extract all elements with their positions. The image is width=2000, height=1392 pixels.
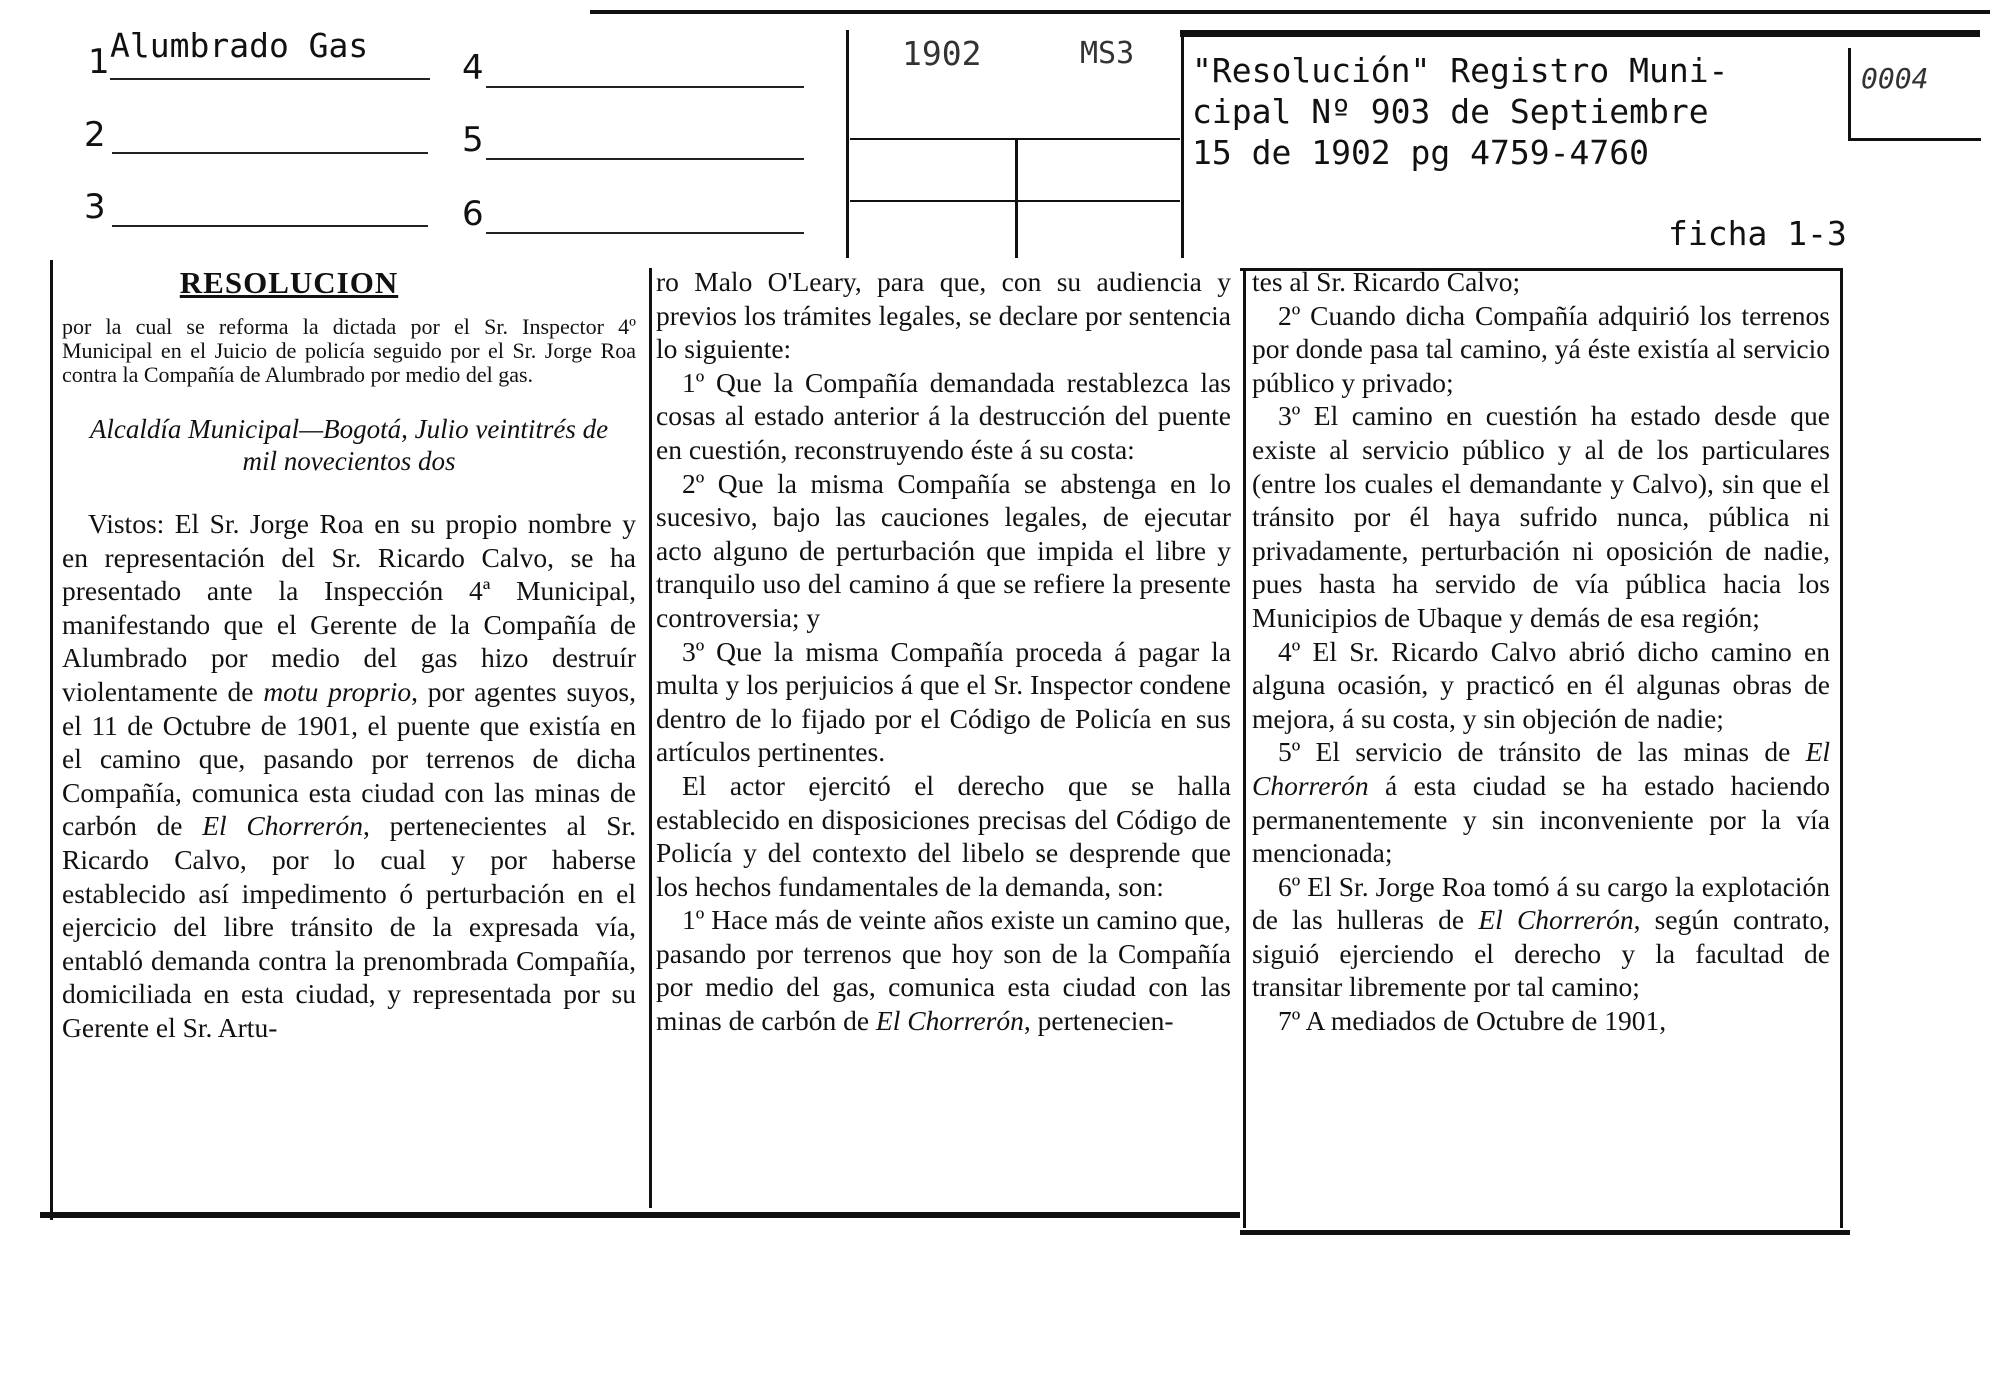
chorreron-text-4: El Chorrerón: [1478, 904, 1634, 936]
field-line-1: [110, 78, 430, 80]
box-h-rule-1: [850, 138, 1180, 140]
citation-line-3: 15 de 1902 pg 4759-4760: [1192, 133, 1649, 172]
archive-stamp: [1848, 48, 1981, 141]
field-value-1: Alumbrado Gas: [110, 26, 369, 65]
paragraph-vistos: [62, 507, 636, 1045]
col3-paragraph-7: 7º A mediados de Octubre de 1901,: [1278, 1005, 1667, 1037]
article-column-1: [62, 265, 636, 1045]
box-mid-rule: [1015, 140, 1018, 258]
article-column-3: [1252, 265, 1830, 1038]
box-h-rule-2: [850, 200, 1180, 202]
paragraph-vistos-text: Vistos: El Sr. Jorge Roa en su propio nombre y en representación del Sr. Ricardo Calvo, se ha presentado ante la Inspección 4ª Municipal, manifestando que el Gerente de la Compañía de Alumbrado por medio del gas hizo destruír violentamente de: [62, 508, 636, 707]
col3-paragraph-5-text: 5º El servicio de tránsito de las minas de: [1278, 736, 1791, 768]
top-border-rule-right: [1180, 30, 1980, 37]
col3-paragraph-6: [1252, 870, 1830, 1004]
column-divider-1: [649, 268, 652, 1208]
col3-paragraph-5-text-b: á esta ciudad se ha estado haciendo permanentemente y sin inconveniente por la vía mencionada;: [1252, 769, 1830, 869]
field-number-2: 2: [84, 115, 106, 155]
clipping-bottom-rule-right: [1240, 1230, 1850, 1235]
field-line-4: [486, 86, 804, 88]
col3-paragraph-6-text-b: , según contrato, siguió ejerciendo el derecho y la facultad de transitar libremente por tal camino;: [1252, 904, 1830, 1003]
field-number-4: 4: [462, 48, 484, 88]
top-border-rule: [590, 10, 1990, 14]
field-line-3: [112, 225, 428, 227]
col3-paragraph-2: 2º Cuando dicha Compañía adquirió los terrenos por donde pasa tal camino, yá éste existía al servicio público y privado;: [1252, 299, 1830, 398]
col3-paragraph-6-text: 6º El Sr. Jorge Roa tomó á su cargo la explotación de las hulleras de: [1252, 870, 1830, 936]
chorreron-text-2: El Chorrerón: [875, 1005, 1024, 1037]
clipping-bottom-rule: [40, 1212, 1240, 1218]
paragraph-vistos-text-c: , pertenecientes al Sr. Ricardo Calvo, por lo cual y por haberse establecido así impedimento ó perturbación en el ejercicio del libre tránsito de la expresada vía, entabló demanda contra la prenombrada Compañía, domiciliada en esta ciudad, y representada por su Gerente el Sr. Artu-: [62, 810, 636, 1043]
col3-paragraph-4: 4º El Sr. Ricardo Calvo abrió dicho camino en alguna ocasión, y practicó en él algunas obras de mejora, á su costa, y sin objeción de nadie;: [1252, 635, 1830, 734]
clipping-right-rule: [1840, 268, 1843, 1228]
field-line-5: [486, 158, 804, 160]
citation-line-1: "Resolución" Registro Muni-: [1192, 51, 1729, 90]
col2-paragraph-5: El actor ejercitó el derecho que se halla establecido en disposiciones precisas del Código de Policía y del contexto del libelo se desprende que los hechos fundamentales de la demanda, son:: [656, 769, 1231, 902]
ficha-label: ficha 1-3: [1668, 214, 1847, 253]
citation-line-2: cipal Nº 903 de Septiembre: [1192, 92, 1709, 131]
box-right-rule: [1181, 30, 1184, 258]
col2-paragraph-6-text: 1º Hace más de veinte años existe un camino que, pasando por terrenos que hoy son de la Compañía por medio del gas, comunica esta ciudad con las minas de carbón de: [656, 904, 1231, 1037]
code-text: MS3: [1080, 36, 1135, 71]
article-dateline: Alcaldía Municipal—Bogotá, Julio veintitrés de mil novecientos dos: [89, 414, 609, 476]
year-text: 1902: [902, 34, 982, 73]
col3-paragraph-3: 3º El camino en cuestión ha estado desde que existe al servicio público y al de los particulares (entre los cuales el demandante y Calvo), sin que el tránsito por él haya sufrido nunca, pública ni privadamente, perturbación ni oposición de nadie, pues hasta ha servido de vía pública hacia los Municipios de Ubaque y demás de esa región;: [1252, 400, 1830, 633]
field-line-2: [112, 152, 428, 154]
box-left-rule: [846, 30, 849, 258]
col3-paragraph-5: [1252, 735, 1830, 869]
col3-paragraph-1: tes al Sr. Ricardo Calvo;: [1252, 266, 1521, 297]
field-number-1: 1: [88, 42, 110, 82]
col2-paragraph-6-text-b: , pertenecien-: [1023, 1005, 1174, 1037]
column-divider-2: [1243, 268, 1246, 1228]
citation-block: [1192, 50, 1852, 173]
field-line-6: [486, 232, 804, 234]
field-number-5: 5: [462, 120, 484, 160]
chorreron-text-1: El Chorrerón: [202, 810, 364, 842]
col2-paragraph-2: 1º Que la Compañía demandada restablezca las cosas al estado anterior á la destrucción del puente en cuestión, reconstruyendo éste á su costa:: [656, 366, 1231, 465]
chorreron-text-3: El Chorrerón: [1252, 736, 1831, 801]
col2-paragraph-1: ro Malo O'Leary, para que, con su audiencia y previos los trámites legales, se declare por sentencia lo siguiente:: [656, 266, 1231, 365]
article-column-2: [656, 265, 1231, 1038]
field-number-3: 3: [84, 187, 106, 227]
col2-paragraph-3: 2º Que la misma Compañía se abstenga en lo sucesivo, bajo las cauciones legales, de ejecutar acto alguno de perturbación que impida el libre y tranquilo uso del camino á que se refiere la presente controversia; y: [656, 467, 1231, 633]
clipping-left-rule: [50, 260, 53, 1220]
col2-paragraph-6: [656, 903, 1231, 1037]
field-number-6: 6: [462, 194, 484, 234]
motu-proprio-text: motu proprio: [263, 675, 412, 707]
paragraph-vistos-text-b: , por agentes suyos, el 11 de Octubre de 1901, el puente que existía en el camino que, pasando por terrenos de dicha Compañía, comunica esta ciudad con las minas de carbón de: [62, 675, 636, 842]
article-subtitle: por la cual se reforma la dictada por el Sr. Inspector 4º Municipal en el Juicio de policía seguido por el Sr. Jorge Roa contra la Compañía de Alumbrado por medio del gas.: [62, 314, 636, 387]
col2-paragraph-4: 3º Que la misma Compañía proceda á pagar la multa y los perjuicios á que el Sr. Inspector condene dentro de lo fijado por el Código de Policía en sus artículos pertinentes.: [656, 635, 1231, 768]
article-title: RESOLUCION: [179, 265, 399, 300]
stamp-number: 0004: [1861, 62, 1929, 95]
